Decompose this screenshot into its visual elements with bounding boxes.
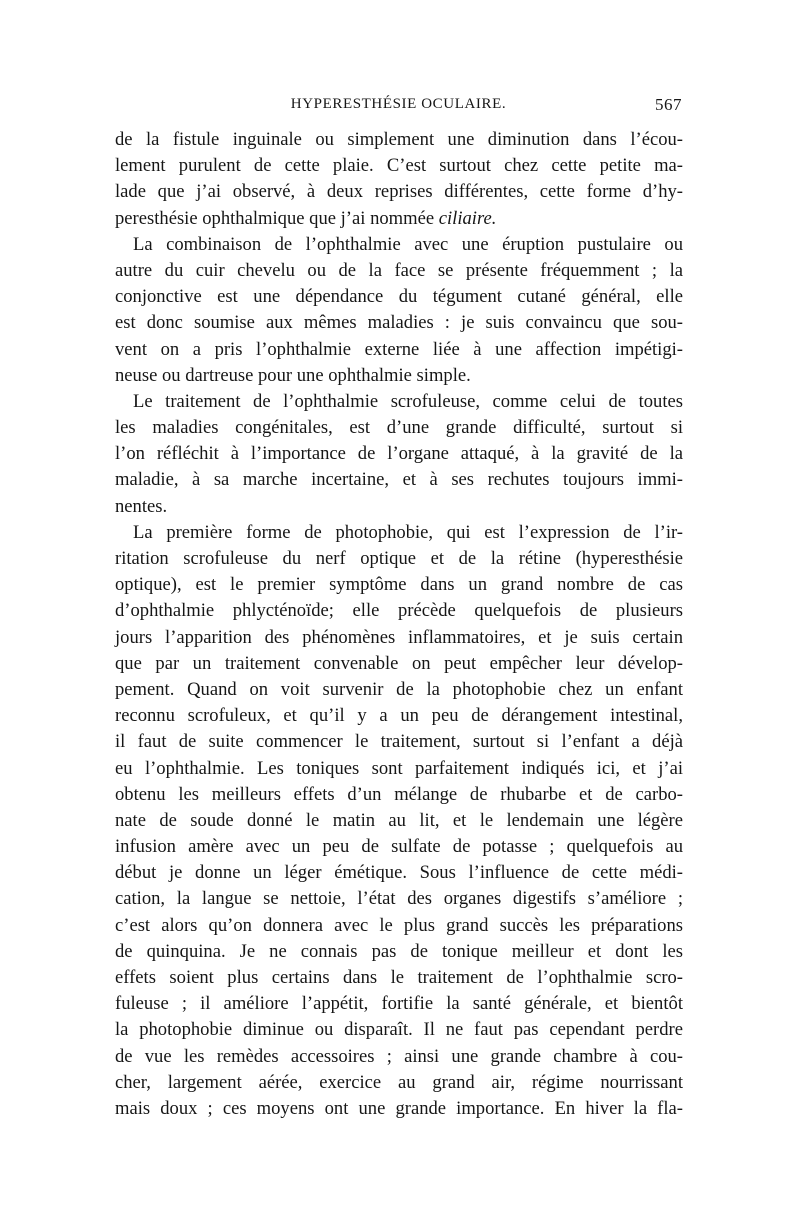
emphasized-term: ciliaire. <box>438 207 497 229</box>
text-line-content: peresthésie ophthalmique que j’ai nommée <box>115 207 439 229</box>
text-line-content: vent on a pris l’ophthalmie externe liée à une affection impétigi- <box>115 338 683 360</box>
text-line <box>115 860 683 886</box>
text-line <box>115 939 683 965</box>
text-line-content: optique), est le premier symptôme dans un grand nombre de cas <box>115 574 683 596</box>
text-line <box>115 337 683 363</box>
text-line-content: pement. Quand on voit survenir de la photophobie chez un enfant <box>115 678 683 700</box>
running-head <box>115 96 682 120</box>
text-line <box>115 886 683 912</box>
text-line <box>115 677 683 703</box>
text-line <box>115 965 683 991</box>
text-line-content: eu l’ophthalmie. Les toniques sont parfaitement indiqués ici, et j’ai <box>115 757 683 779</box>
text-line-content: la photophobie diminue ou disparaît. Il ne faut pas cependant perdre <box>115 1019 683 1041</box>
text-line-content: La première forme de photophobie, qui est l’expression de l’ir- <box>133 521 683 543</box>
text-line <box>115 756 683 782</box>
text-line-content: autre du cuir chevelu ou de la face se présente fréquemment ; la <box>115 259 683 281</box>
text-line <box>115 782 683 808</box>
text-line-content: de quinquina. Je ne connais pas de tonique meilleur et dont les <box>115 940 683 962</box>
text-line <box>115 232 683 258</box>
text-line-content: c’est alors qu’on donnera avec le plus grand succès les préparations <box>115 914 683 936</box>
text-line-content: obtenu les meilleurs effets d’un mélange de rhubarbe et de carbo- <box>115 783 683 805</box>
text-line <box>115 258 683 284</box>
text-line-content: effets soient plus certains dans le traitement de l’ophthalmie scro- <box>115 967 683 988</box>
text-line <box>115 441 683 467</box>
text-line-content: est donc soumise aux mêmes maladies : je suis convaincu que sou- <box>115 312 683 334</box>
text-line <box>115 651 683 677</box>
text-line <box>115 153 683 179</box>
running-title: HYPERESTHÉSIE OCULAIRE. <box>290 96 507 112</box>
text-line <box>115 179 683 205</box>
text-line-content: il faut de suite commencer le traitement, surtout si l’enfant a déjà <box>115 731 683 753</box>
text-line-content: lement purulent de cette plaie. C’est surtout chez cette petite ma- <box>115 155 683 177</box>
text-line-content: lade que j’ai observé, à deux reprises différentes, cette forme d’hy- <box>115 181 683 203</box>
text-line <box>115 913 683 939</box>
text-line <box>115 310 683 336</box>
text-line <box>115 1096 683 1122</box>
text-line-content: jours l’apparition des phénomènes inflammatoires, et je suis certain <box>115 626 683 648</box>
text-line-content: La combinaison de l’ophthalmie avec une éruption pustulaire ou <box>133 233 683 255</box>
text-line <box>115 1017 683 1043</box>
text-line-content: infusion amère avec un peu de sulfate de potasse ; quelquefois au <box>115 836 683 858</box>
text-line <box>115 598 683 624</box>
text-line-content: cation, la langue se nettoie, l’état des organes digestifs s’améliore ; <box>115 888 683 910</box>
text-line <box>115 1044 683 1070</box>
text-line <box>115 389 683 415</box>
text-line <box>115 206 683 232</box>
text-line <box>115 284 683 310</box>
text-line <box>115 808 683 834</box>
text-line-content: nate de soude donné le matin au lit, et le lendemain une légère <box>115 809 683 831</box>
text-line-content: les maladies congénitales, est d’une grande difficulté, surtout si <box>115 417 683 439</box>
text-line-content: reconnu scrofuleux, et qu’il y a un peu de dérangement intestinal, <box>115 705 683 727</box>
text-line-content: nentes. <box>115 495 168 517</box>
text-line-content: d’ophthalmie phlycténoïde; elle précède quelquefois de plusieurs <box>115 600 683 622</box>
text-line-content: Le traitement de l’ophthalmie scrofuleuse, comme celui de toutes <box>133 390 683 412</box>
text-line-content: mais doux ; ces moyens ont une grande importance. En hiver la fla- <box>115 1097 683 1119</box>
text-line-content: de la fistule inguinale ou simplement une diminution dans l’écou- <box>115 129 683 150</box>
text-line <box>115 127 683 153</box>
text-line <box>115 1070 683 1096</box>
text-line <box>115 520 683 546</box>
text-line-content: ritation scrofuleuse du nerf optique et de la rétine (hyperesthésie <box>115 548 683 569</box>
text-line-content: neuse ou dartreuse pour une ophthalmie simple. <box>115 364 471 386</box>
text-line <box>115 834 683 860</box>
text-line-content: début je donne un léger émétique. Sous l’influence de cette médi- <box>115 862 683 884</box>
body-text <box>115 127 683 1122</box>
text-line <box>115 494 683 520</box>
text-line <box>115 991 683 1017</box>
text-line <box>115 467 683 493</box>
text-line <box>115 363 683 389</box>
text-line <box>115 572 683 598</box>
text-line-content: de vue les remèdes accessoires ; ainsi une grande chambre à cou- <box>115 1045 683 1067</box>
text-line <box>115 729 683 755</box>
text-line-content: maladie, à sa marche incertaine, et à ses rechutes toujours immi- <box>115 469 683 491</box>
text-line-content: l’on réfléchit à l’importance de l’organe attaqué, à la gravité de la <box>115 443 683 465</box>
text-line-content: cher, largement aérée, exercice au grand air, régime nourrissant <box>115 1071 683 1093</box>
page-number: 567 <box>655 95 682 114</box>
text-line-content: conjonctive est une dépendance du tégument cutané général, elle <box>115 286 683 308</box>
text-line <box>115 703 683 729</box>
text-line <box>115 415 683 441</box>
text-line <box>115 625 683 651</box>
text-line-content: fuleuse ; il améliore l’appétit, fortifie la santé générale, et bientôt <box>115 993 683 1015</box>
text-line <box>115 546 683 572</box>
text-line-content: que par un traitement convenable on peut empêcher leur dévelop- <box>115 652 683 674</box>
